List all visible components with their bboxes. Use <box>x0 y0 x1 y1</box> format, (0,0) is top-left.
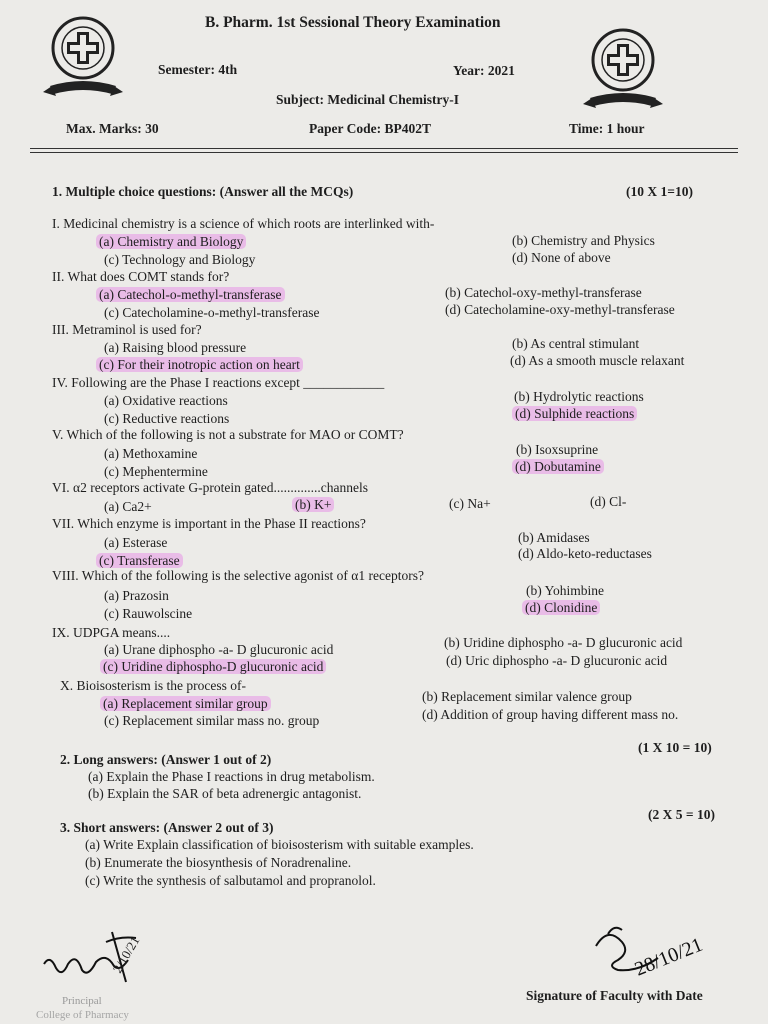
q7-option-b: (b) Amidases <box>518 530 590 545</box>
q9-option-b: (b) Uridine diphospho -a- D glucuronic acid <box>444 635 683 650</box>
section2-heading: 2. Long answers: (Answer 1 out of 2) <box>60 752 272 767</box>
college-logo-left <box>38 12 128 102</box>
faculty-signature <box>578 912 748 992</box>
svg-text:College of Pharmacy: College of Pharmacy <box>36 1009 129 1021</box>
q5-option-b: (b) Isoxsuprine <box>516 442 599 457</box>
signature-label: Signature of Faculty with Date <box>526 988 703 1003</box>
q7-option-d: (d) Aldo-keto-reductases <box>518 546 652 561</box>
q10-option-a: (a) Replacement similar group <box>100 696 271 711</box>
section1-marks: (10 X 1=10) <box>626 184 693 199</box>
question-8: VIII. Which of the following is the selective agonist of α1 receptors? <box>52 568 424 583</box>
q6-option-b: (b) K+ <box>292 497 334 512</box>
principal-date: 2/10/21 <box>109 933 143 976</box>
q2-option-a: (a) Catechol-o-methyl-transferase <box>96 287 285 302</box>
q3-option-d: (d) As a smooth muscle relaxant <box>510 353 685 368</box>
semester: Semester: 4th <box>158 62 238 77</box>
q3-option-b: (b) As central stimulant <box>512 336 640 351</box>
q7-option-a: (a) Esterase <box>104 535 168 550</box>
q3-option-a: (a) Raising blood pressure <box>104 340 247 355</box>
section3-marks: (2 X 5 = 10) <box>648 807 715 822</box>
max-marks: Max. Marks: 30 <box>66 121 159 136</box>
q2-option-b: (b) Catechol-oxy-methyl-transferase <box>445 285 642 300</box>
q9-option-d: (d) Uric diphospho -a- D glucuronic acid <box>446 653 668 668</box>
q8-option-a: (a) Prazosin <box>104 588 169 603</box>
exam-time: Time: 1 hour <box>569 121 645 136</box>
q2-option-c: (c) Catecholamine-o-methyl-transferase <box>104 305 320 320</box>
q4-option-d: (d) Sulphide reactions <box>512 406 637 421</box>
q10-option-c: (c) Replacement similar mass no. group <box>104 713 320 728</box>
q5-option-a: (a) Methoxamine <box>104 446 198 461</box>
college-logo-right <box>578 24 668 114</box>
q8-option-d: (d) Clonidine <box>522 600 600 615</box>
section2-marks: (1 X 10 = 10) <box>638 740 712 755</box>
q3-option-c: (c) For their inotropic action on heart <box>96 357 303 372</box>
exam-title: B. Pharm. 1st Sessional Theory Examination <box>205 14 501 31</box>
q6-option-a: (a) Ca2+ <box>104 499 152 514</box>
q1-option-d: (d) None of above <box>512 250 611 265</box>
q5-option-d: (d) Dobutamine <box>512 459 604 474</box>
q1-option-c: (c) Technology and Biology <box>104 252 256 267</box>
q6-option-c: (c) Na+ <box>449 496 491 511</box>
faculty-date: 28/10/21 <box>631 933 706 981</box>
q7-option-c: (c) Transferase <box>96 553 183 568</box>
q1-option-b: (b) Chemistry and Physics <box>512 233 655 248</box>
q8-option-b: (b) Yohimbine <box>526 583 605 598</box>
short-answer-a: (a) Write Explain classification of bioisosterism with suitable examples. <box>85 837 474 852</box>
header-divider-2 <box>30 152 738 153</box>
section3-heading: 3. Short answers: (Answer 2 out of 3) <box>60 820 274 835</box>
subject: Subject: Medicinal Chemistry-I <box>276 92 459 107</box>
short-answer-c: (c) Write the synthesis of salbutamol and propranolol. <box>85 873 376 888</box>
question-5: V. Which of the following is not a substrate for MAO or COMT? <box>52 427 404 442</box>
q10-option-b: (b) Replacement similar valence group <box>422 689 632 704</box>
header-divider <box>30 148 738 149</box>
question-1: I. Medicinal chemistry is a science of which roots are interlinked with- <box>52 216 435 231</box>
question-3: III. Metraminol is used for? <box>52 322 202 337</box>
q10-option-d: (d) Addition of group having different mass no. <box>422 707 679 722</box>
q8-option-c: (c) Rauwolscine <box>104 606 193 621</box>
q1-option-a: (a) Chemistry and Biology <box>96 234 246 249</box>
question-6: VI. α2 receptors activate G-protein gated..............channels <box>52 480 368 495</box>
question-10: X. Bioisosterism is the process of- <box>60 678 246 693</box>
q5-option-c: (c) Mephentermine <box>104 464 208 479</box>
short-answer-b: (b) Enumerate the biosynthesis of Noradrenaline. <box>85 855 352 870</box>
long-answer-b: (b) Explain the SAR of beta adrenergic antagonist. <box>88 786 362 801</box>
q4-option-b: (b) Hydrolytic reactions <box>514 389 644 404</box>
question-7: VII. Which enzyme is important in the Phase II reactions? <box>52 516 366 531</box>
principal-signature <box>36 912 186 1024</box>
q9-option-c: (c) Uridine diphospho-D glucuronic acid <box>100 659 326 674</box>
svg-text:Principal: Principal <box>62 995 102 1007</box>
long-answer-a: (a) Explain the Phase I reactions in drug metabolism. <box>88 769 375 784</box>
q4-option-a: (a) Oxidative reactions <box>104 393 228 408</box>
q4-option-c: (c) Reductive reactions <box>104 411 230 426</box>
question-4: IV. Following are the Phase I reactions except ____________ <box>52 375 385 390</box>
question-9: IX. UDPGA means.... <box>52 625 171 640</box>
q6-option-d: (d) Cl- <box>590 494 627 509</box>
paper-code: Paper Code: BP402T <box>309 121 431 136</box>
q2-option-d: (d) Catecholamine-oxy-methyl-transferase <box>445 302 675 317</box>
question-2: II. What does COMT stands for? <box>52 269 230 284</box>
q9-option-a: (a) Urane diphospho -a- D glucuronic acid <box>104 642 334 657</box>
section1-heading: 1. Multiple choice questions: (Answer all the MCQs) <box>52 184 354 199</box>
year: Year: 2021 <box>453 63 515 78</box>
